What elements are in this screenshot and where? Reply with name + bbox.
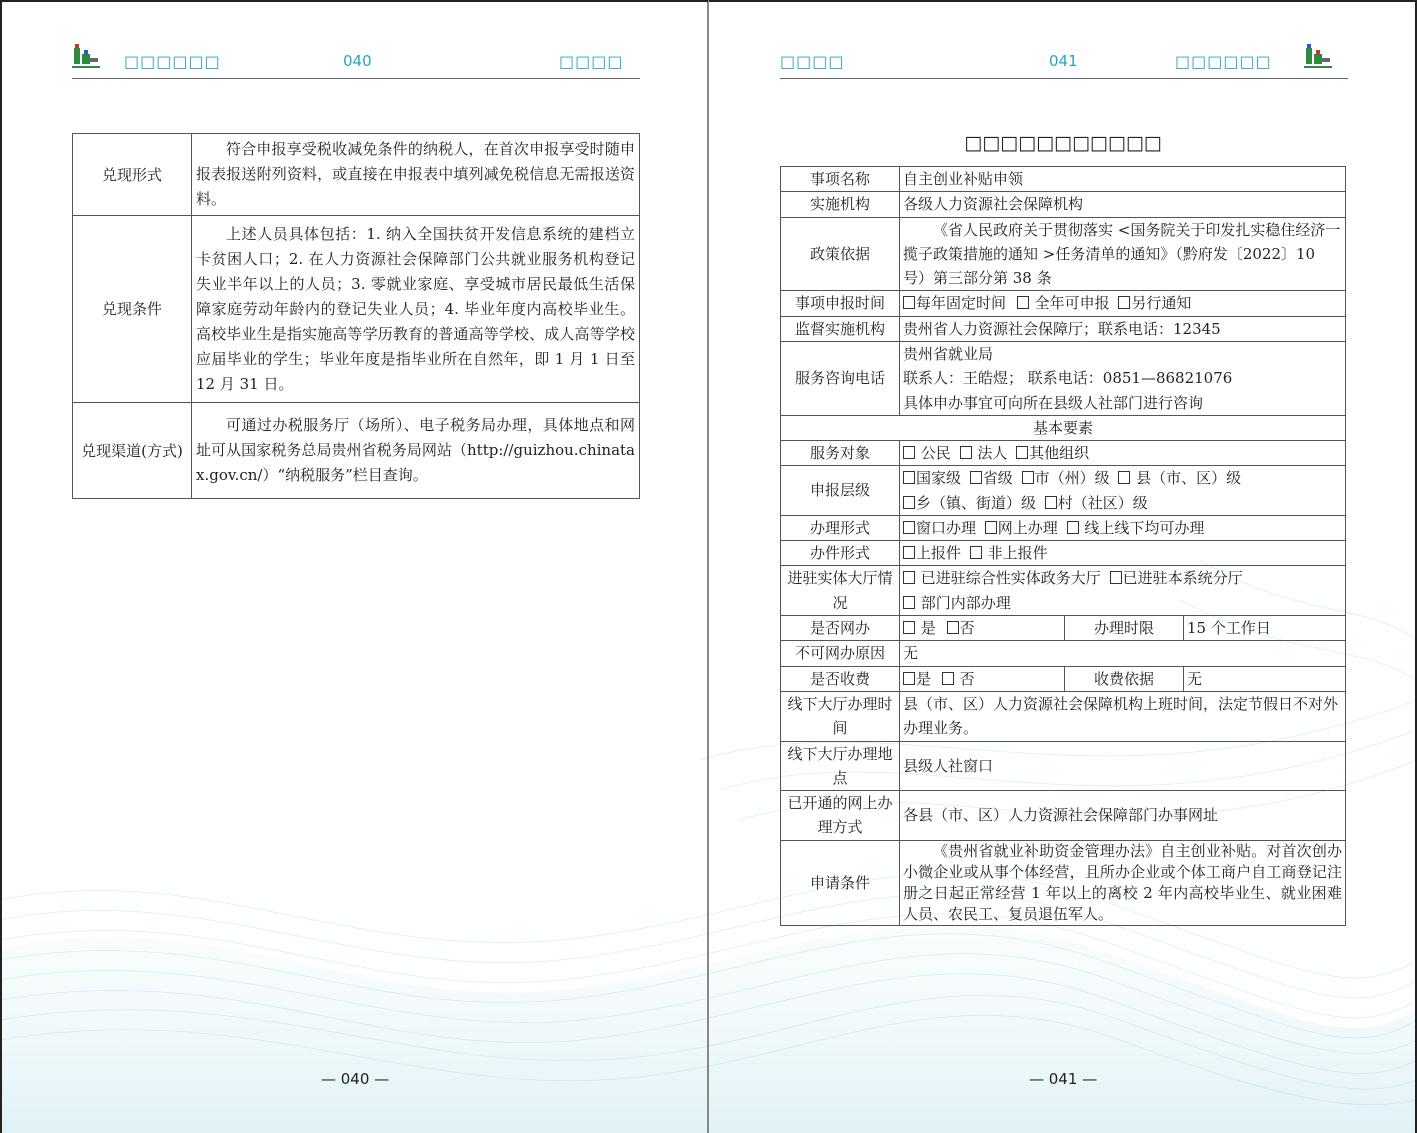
row-label: 办理形式: [781, 515, 900, 540]
row-label: 服务对象: [781, 440, 900, 465]
table-row: [781, 741, 1346, 791]
row-value: 《贵州省就业补助资金管理办法》自主创业补贴。对首次创办小微企业或从事个体经营，且所办企业或个体工商户自工商登记注册之日起正常经营 1 年以上的离校 2 年内高校毕业生、就业困难人员、农民工、复员退伍军人。: [900, 840, 1346, 925]
row-value: 贵州省人力资源社会保障厅；联系电话：12345: [900, 316, 1346, 341]
row-value: 各县（市、区）人力资源社会保障部门办事网址: [900, 791, 1346, 841]
row-value: 无: [1184, 666, 1346, 691]
checkbox[interactable]: [1022, 471, 1034, 484]
checkbox[interactable]: [1118, 296, 1130, 309]
option-label: 村（社区）级: [1057, 493, 1148, 512]
row-label: 是否收费: [781, 666, 900, 691]
table-row: [73, 134, 640, 216]
table-row: [781, 342, 1346, 416]
row-label: 政策依据: [781, 217, 900, 291]
header-page-number: 041: [1049, 52, 1078, 70]
checkbox[interactable]: [970, 471, 982, 484]
row-value: 各级人力资源社会保障机构: [900, 192, 1346, 217]
option-label: 其他组织: [1029, 443, 1090, 462]
row-label: 线下大厅办理时间: [781, 691, 900, 741]
option-label: 否: [959, 619, 975, 638]
table-row: [781, 840, 1346, 925]
option-label: 公民: [920, 443, 951, 462]
row-label: 申请条件: [781, 840, 900, 925]
option-label: 乡（镇、街道）级: [916, 493, 1037, 512]
row-value: 上述人员具体包括：1. 纳入全国扶贫开发信息系统的建档立卡贫困人口；2. 在人力资源社会保障部门公共就业服务机构登记失业半年以上的人员；3. 零就业家庭、享受城市居民最低生活保障家庭劳动年龄内的登记失业人员；4. 毕业年度内高校毕业生。高校毕业生是指实施高等学历教育的普通高等学校、成人高等学校应届毕业的学生；毕业年度是指毕业所在自然年，即 1 月 1 日至 12 月 31 日。: [192, 216, 640, 403]
header-page-number: 040: [343, 52, 372, 70]
row-label: 线下大厅办理地点: [781, 741, 900, 791]
table-row: [781, 291, 1346, 316]
row-label: 兑现形式: [73, 134, 192, 216]
option-label: 窗口办理: [916, 518, 977, 537]
consult-line: 联系人：王皓煜； 联系电话：0851—86821076: [903, 369, 1233, 388]
checkbox[interactable]: [903, 521, 915, 534]
right-header: [780, 44, 1348, 79]
row-value: 县（市、区）人力资源社会保障机构上班时间，法定节假日不对外办理业务。: [900, 691, 1346, 741]
table-row: [781, 691, 1346, 741]
checkbox[interactable]: [947, 621, 959, 634]
row-label: 办件形式: [781, 541, 900, 566]
checkbox[interactable]: [970, 546, 982, 559]
option-label: 另行通知: [1131, 294, 1192, 313]
checkbox[interactable]: [1045, 496, 1057, 509]
row-value: 可通过办税服务厅（场所）、电子税务局办理，具体地点和网址可从国家税务总局贵州省税务局网站（http://guizhou.chinatax.gov.cn/）“纳税服务”栏目查询。: [192, 403, 640, 499]
option-label: 每年固定时间: [916, 294, 1007, 313]
checkbox[interactable]: [903, 446, 915, 459]
row-value: 符合申报享受税收减免条件的纳税人，在首次申报享受时随申报表报送附列资料，或直接在申报表中填列减免税信息无需报送资料。: [192, 134, 640, 216]
row-label: 是否网办: [781, 616, 900, 641]
page-footer: — 041 —: [1029, 1070, 1098, 1088]
table-row: [781, 666, 1346, 691]
row-label: 收费依据: [1065, 666, 1184, 691]
row-value: 无: [900, 641, 1346, 666]
consult-line: 贵州省就业局: [903, 345, 994, 364]
left-header: [72, 44, 640, 79]
checkbox[interactable]: [903, 296, 915, 309]
logo-icon: [72, 44, 100, 74]
right-page: [709, 0, 1417, 1133]
header-left-text: □□□□□□: [124, 52, 221, 71]
checkbox[interactable]: [903, 471, 915, 484]
row-label: 服务咨询电话: [781, 342, 900, 416]
checkbox[interactable]: [942, 672, 954, 685]
table-row: [781, 217, 1346, 291]
option-label: 市（州）级: [1034, 469, 1110, 488]
table-row: [781, 541, 1346, 566]
option-label: 是: [916, 669, 932, 688]
logo-icon: [1304, 44, 1332, 74]
table-row: [781, 791, 1346, 841]
table-row: [781, 641, 1346, 666]
checkbox[interactable]: [985, 521, 997, 534]
row-value: 15 个工作日: [1184, 616, 1346, 641]
row-label: 实施机构: [781, 192, 900, 217]
checkbox[interactable]: [903, 621, 915, 634]
row-value: 《省人民政府关于贯彻落实 <国务院关于印发扎实稳住经济一揽子政策措施的通知 >任务清单的通知》（黔府发〔2022〕10 号）第三部分第 38 条: [900, 217, 1346, 291]
option-label: 部门内部办理: [920, 593, 1011, 612]
row-label: 监督实施机构: [781, 316, 900, 341]
consult-line: 具体申办事宜可向所在县级人社部门进行咨询: [903, 393, 1204, 412]
table-row: [781, 566, 1346, 616]
row-label: 办理时限: [1065, 616, 1184, 641]
table-row: [781, 316, 1346, 341]
page-footer: — 040 —: [321, 1070, 390, 1088]
row-label: 兑现渠道(方式): [73, 403, 192, 499]
row-label: 兑现条件: [73, 216, 192, 403]
checkbox[interactable]: [1017, 296, 1029, 309]
option-label: 全年可申报: [1034, 294, 1110, 313]
option-label: 上报件: [916, 544, 962, 563]
page-title: □□□□□□□□□□□: [964, 132, 1162, 154]
checkbox[interactable]: [903, 596, 915, 609]
checkbox[interactable]: [903, 571, 915, 584]
section-header: 基本要素: [781, 415, 1346, 440]
checkbox[interactable]: [903, 496, 915, 509]
checkbox[interactable]: [960, 446, 972, 459]
option-label: 省级: [982, 469, 1013, 488]
table-row: [781, 192, 1346, 217]
row-label: 进驻实体大厅情况: [781, 566, 900, 616]
table-row: [73, 216, 640, 403]
checkbox[interactable]: [1067, 521, 1079, 534]
option-label: 否: [959, 669, 975, 688]
option-label: 法人: [977, 443, 1008, 462]
header-right-text: □□□□: [559, 52, 624, 71]
checkbox[interactable]: [903, 672, 915, 685]
option-label: 已进驻综合性实体政务大厅: [920, 569, 1101, 588]
row-label: 事项名称: [781, 167, 900, 192]
row-label: 申报层级: [781, 466, 900, 516]
header-left-text: □□□□: [780, 52, 845, 71]
table-row: [781, 466, 1346, 516]
option-label: 县（市、区）级: [1136, 469, 1242, 488]
checkbox[interactable]: [1118, 471, 1130, 484]
table-row: [781, 167, 1346, 192]
checkbox[interactable]: [1110, 571, 1122, 584]
row-value: 自主创业补贴申领: [900, 167, 1346, 192]
row-label: 事项申报时间: [781, 291, 900, 316]
left-info-table: [72, 133, 640, 499]
table-row: [781, 440, 1346, 465]
checkbox[interactable]: [1016, 446, 1028, 459]
table-row: [781, 616, 1346, 641]
option-label: 已进驻本系统分厅: [1122, 569, 1243, 588]
option-label: 线上线下均可办理: [1084, 518, 1205, 537]
header-right-text: □□□□□□: [1175, 52, 1272, 71]
option-label: 是: [920, 619, 936, 638]
table-row: [781, 515, 1346, 540]
option-label: 网上办理: [997, 518, 1058, 537]
option-label: 非上报件: [987, 544, 1048, 563]
table-row: [73, 403, 640, 499]
row-label: 已开通的网上办理方式: [781, 791, 900, 841]
row-value: 县级人社窗口: [900, 741, 1346, 791]
checkbox[interactable]: [903, 546, 915, 559]
left-page: [0, 0, 708, 1133]
service-table: [780, 166, 1346, 926]
row-label: 不可网办原因: [781, 641, 900, 666]
table-row: [781, 415, 1346, 440]
option-label: 国家级: [916, 469, 962, 488]
